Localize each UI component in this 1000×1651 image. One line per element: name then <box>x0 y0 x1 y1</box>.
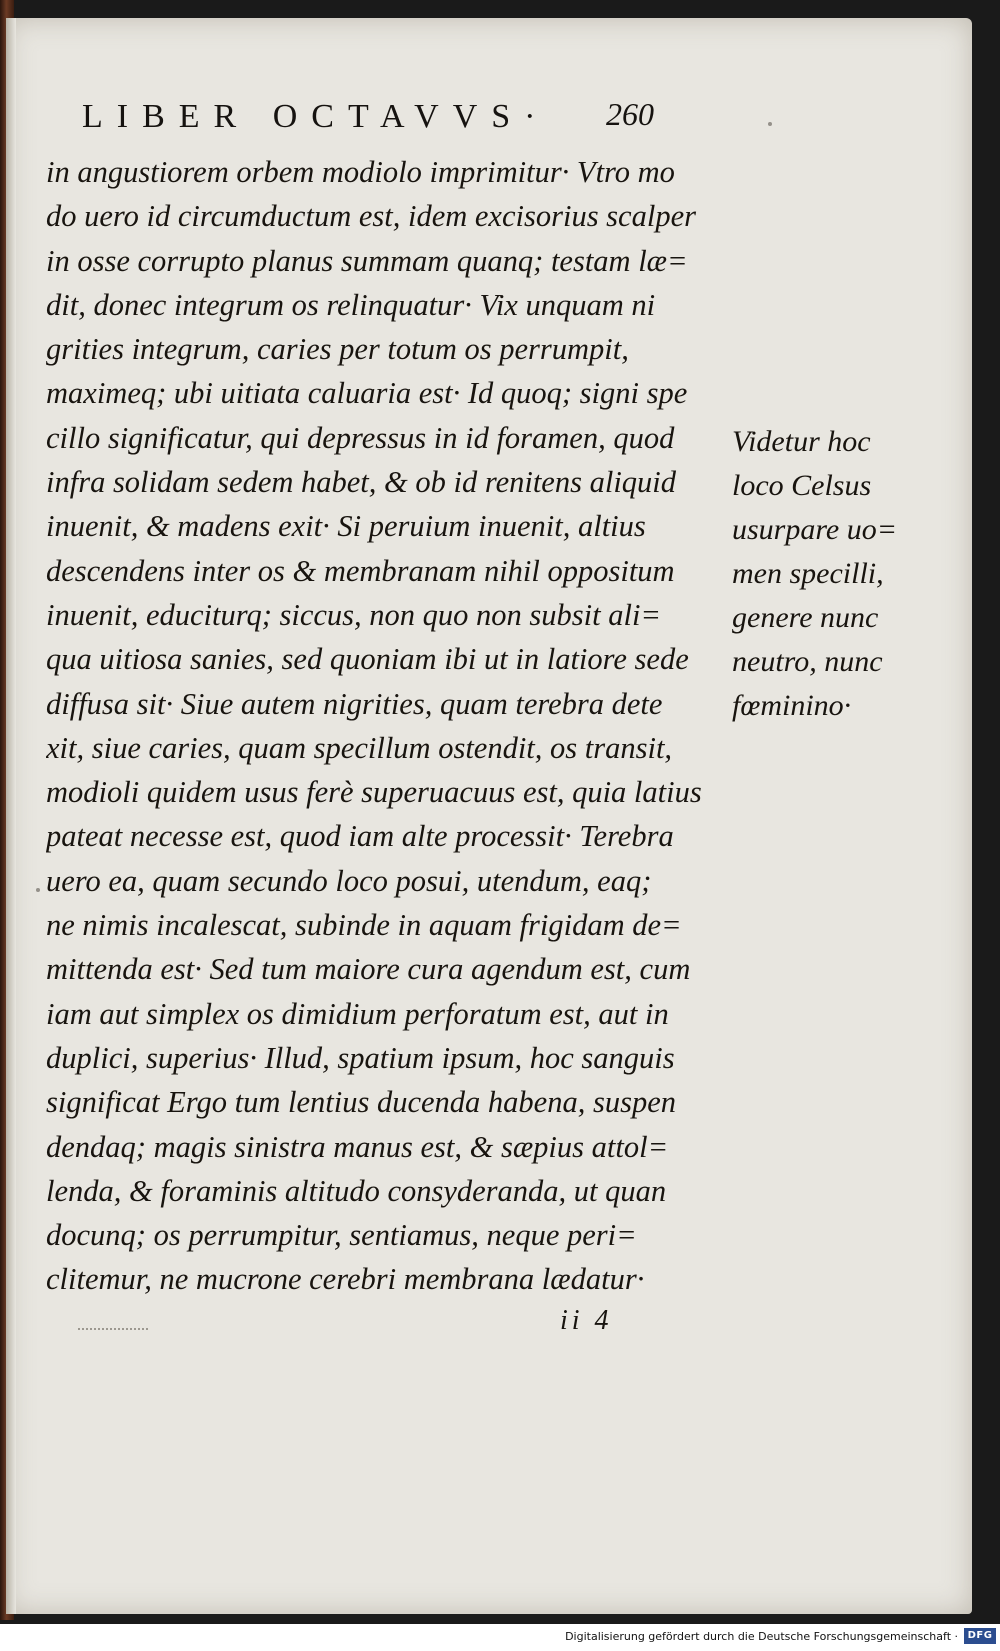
text-line: grities integrum, caries per totum os perrumpit, <box>46 332 629 367</box>
margin-note-line: fœminino· <box>732 689 852 722</box>
text-line: ne nimis incalescat, subinde in aquam frigidam de= <box>46 908 682 943</box>
margin-note-line: usurpare uo= <box>732 513 897 546</box>
text-line: qua uitiosa sanies, sed quoniam ibi ut in latiore sede <box>46 642 689 677</box>
text-line: cillo significatur, qui depressus in id foramen, quod <box>46 420 675 455</box>
margin-note-line: genere nunc <box>732 601 879 634</box>
text-line: xit, siue caries, quam specillum ostendit, os transit, <box>46 730 673 765</box>
margin-note-line: loco Celsus <box>732 469 872 502</box>
text-line: uero ea, quam secundo loco posui, utendum, eaq; <box>46 863 652 898</box>
text-line: significat Ergo tum lentius ducenda habena, suspen <box>46 1085 676 1120</box>
margin-note-line: neutro, nunc <box>732 645 883 678</box>
text-line: maximeq; ubi uitiata caluaria est· Id quoq; signi spe <box>46 376 688 411</box>
text-line: pateat necesse est, quod iam alte processit· Terebra <box>46 819 674 854</box>
page-gutter-shadow <box>6 18 16 1614</box>
ink-speck <box>36 888 40 892</box>
text-line: iam aut simplex os dimidium perforatum est, aut in <box>46 996 669 1031</box>
signature-mark: ii 4 <box>560 1305 613 1336</box>
text-line: in angustiorem orbem modiolo imprimitur· Vtro mo <box>46 155 675 189</box>
text-line: descendens inter os & membranam nihil oppositum <box>46 553 675 588</box>
text-line: in osse corrupto planus summam quanq; testam læ= <box>46 243 688 278</box>
text-line: infra solidam sedem habet, & ob id renitens aliquid <box>46 465 677 500</box>
margin-note-line: Videtur hoc <box>732 425 871 458</box>
text-line: duplici, superius· Illud, spatium ipsum, hoc sanguis <box>46 1040 675 1075</box>
text-line: inuenit, educiturq; siccus, non quo non subsit ali= <box>46 597 662 632</box>
running-head: LIBER OCTAVVS· <box>82 98 550 135</box>
text-line: dendaq; magis sinistra manus est, & sæpius attol= <box>46 1129 669 1164</box>
text-line: dit, donec integrum os relinquatur· Vix unquam ni <box>46 287 656 322</box>
text-line: inuenit, & madens exit· Si peruium inuenit, altius <box>46 509 646 544</box>
text-line: lenda, & foraminis altitudo consyderanda, ut quan <box>46 1173 667 1208</box>
folio-number: 260 <box>606 96 654 132</box>
text-line: modioli quidem usus ferè superuacuus est, quia latius <box>46 775 702 810</box>
text-line: diffusa sit· Siue autem nigrities, quam terebra dete <box>46 686 663 721</box>
main-text-block <box>46 150 726 1302</box>
text-line: clitemur, ne mucrone cerebri membrana lædatur· <box>46 1262 645 1297</box>
text-line: docunq; os perrumpitur, sentiamus, neque peri= <box>46 1218 637 1253</box>
margin-note-line: men specilli, <box>732 557 884 590</box>
ink-smudge <box>78 1328 148 1340</box>
dfg-logo: DFG <box>964 1628 996 1644</box>
text-line: mittenda est· Sed tum maiore cura agendum est, cum <box>46 952 691 987</box>
digitization-credit: Digitalisierung gefördert durch die Deutsche Forschungsgemeinschaft · <box>565 1630 958 1643</box>
marginal-note <box>732 420 932 728</box>
ink-speck <box>768 122 772 126</box>
text-line: do uero id circumductum est, idem excisorius scalper <box>46 199 696 234</box>
